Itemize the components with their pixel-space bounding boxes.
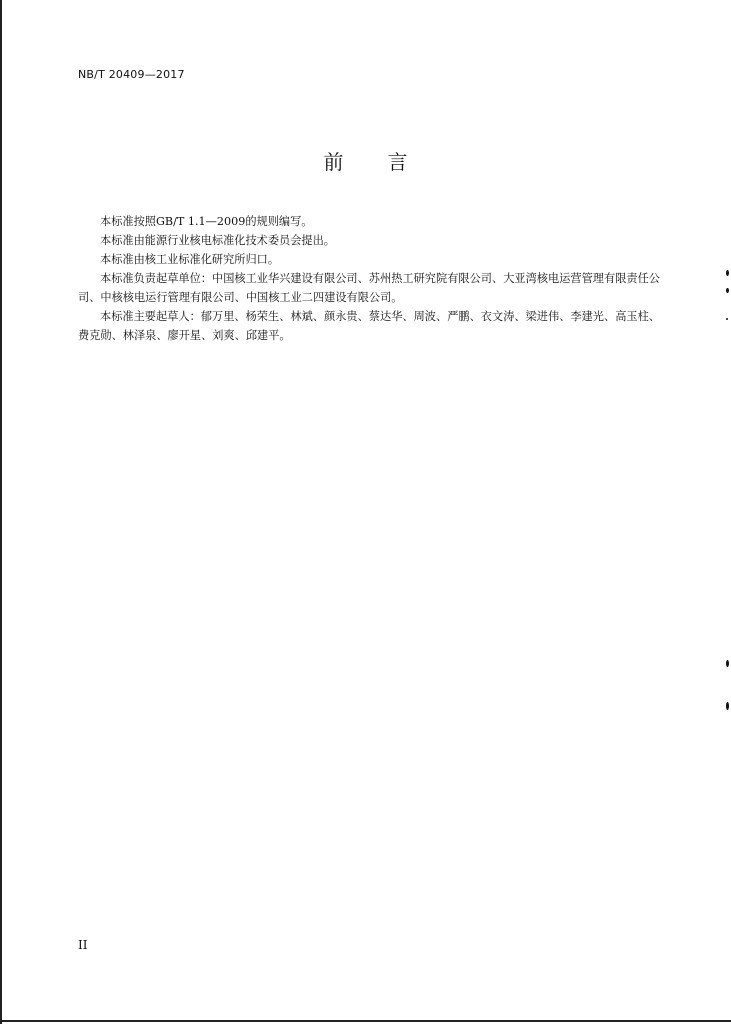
foreword-body (78, 212, 660, 345)
scan-speck (726, 702, 729, 710)
section-title-char-1: 前 (323, 150, 344, 174)
paragraph-proposer: 本标准由能源行业核电标准化技术委员会提出。 (100, 234, 335, 247)
section-title-char-2: 言 (387, 150, 408, 174)
scan-speck (726, 288, 729, 293)
paragraph-drafting-rules: 本标准按照GB/T 1.1—2009的规则编写。 (100, 215, 313, 228)
page-bottom-border (0, 1020, 731, 1022)
paragraph-main-drafters: 本标准主要起草人：郁万里、杨荣生、林斌、颜永贵、蔡达华、周波、严鹏、衣文涛、梁进伟、李建光、高玉柱、费克勋、林泽泉、廖开星、刘爽、邱建平。 (78, 310, 660, 342)
scan-speck (726, 318, 728, 320)
page-number: II (78, 938, 88, 952)
paragraph-drafting-organizations: 本标准负责起草单位：中国核工业华兴建设有限公司、苏州热工研究院有限公司、大亚湾核电运营管理有限责任公司、中核核电运行管理有限公司、中国核工业二四建设有限公司。 (78, 272, 660, 304)
standard-code: NB/T 20409—2017 (78, 68, 185, 81)
section-title (0, 146, 731, 175)
scan-speck (726, 270, 729, 276)
scan-speck (726, 660, 729, 667)
paragraph-centralized-unit: 本标准由核工业标准化研究所归口。 (100, 253, 280, 266)
